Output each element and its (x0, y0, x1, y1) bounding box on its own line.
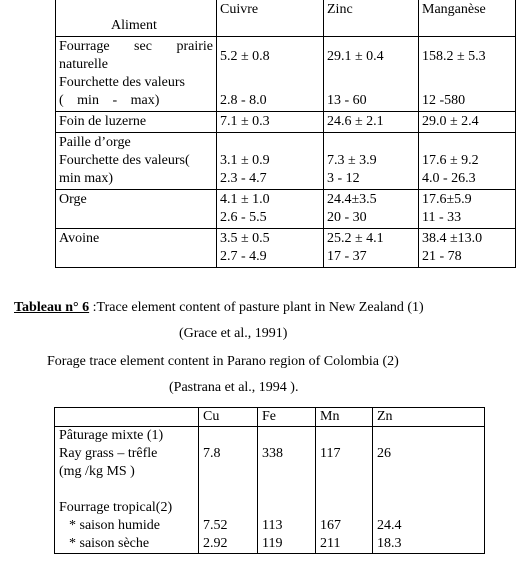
fe-value (262, 463, 311, 481)
manganese-mean: 158.2 ± 5.3 (422, 49, 486, 64)
table-caption-line1 (14, 300, 424, 316)
cu-value (203, 463, 253, 481)
fe-value (262, 499, 311, 517)
mn-value: 211 (320, 536, 341, 551)
zinc-cell (324, 190, 419, 229)
cuivre-cell (217, 133, 324, 190)
cuivre-range: 2.6 - 5.5 (220, 210, 267, 225)
zn-value (377, 481, 480, 499)
cu-value (203, 499, 253, 517)
zinc-range: 13 - 60 (327, 93, 367, 108)
manganese-range: 12 -580 (422, 93, 466, 108)
mn-value (320, 499, 368, 517)
cu-value: 7.8 (203, 446, 221, 461)
cuivre-mean: 7.1 ± 0.3 (217, 112, 324, 133)
forage-label (59, 481, 194, 499)
header-zn: Zn (373, 408, 485, 427)
cu-value (203, 427, 253, 445)
forage-label: Fourrage tropical(2) (59, 500, 173, 515)
fe-value (262, 481, 311, 499)
forage-label: * saison humide (69, 518, 160, 533)
header-cuivre: Cuivre (217, 0, 324, 37)
manganese-mean: 17.6 ± 9.2 (422, 153, 479, 168)
header-zinc: Zinc (324, 0, 419, 37)
manganese-cell (419, 37, 516, 112)
manganese-mean: 38.4 ±13.0 (422, 231, 483, 246)
table-header-row (55, 408, 485, 427)
fe-value: 113 (262, 518, 283, 533)
aliment-line: Fourrage sec prairie (59, 39, 213, 54)
zn-value: 26 (377, 446, 391, 461)
aliment-cell (56, 37, 217, 112)
zinc-cell (324, 37, 419, 112)
cuivre-cell (217, 229, 324, 268)
mn-value (320, 427, 368, 445)
header-aliment: Aliment (111, 18, 157, 33)
manganese-range: 21 - 78 (422, 249, 462, 264)
cuivre-mean: 3.1 ± 0.9 (220, 153, 270, 168)
table-row (55, 427, 485, 554)
manganese-cell (419, 133, 516, 190)
cu-value: 2.92 (203, 536, 228, 551)
table-header-row (56, 0, 516, 37)
caption-citation-2: (Pastrana et al., 1994 ). (169, 380, 299, 395)
fe-value: 119 (262, 536, 283, 551)
cu-value: 7.52 (203, 518, 228, 533)
caption-line3: Forage trace element content in Parano region of Colombia (2) (47, 354, 399, 369)
cuivre-range: 2.8 - 8.0 (220, 93, 267, 108)
zn-value: 24.4 (377, 518, 402, 533)
cuivre-cell (217, 37, 324, 112)
zinc-range: 20 - 30 (327, 210, 367, 225)
header-fe: Fe (258, 408, 316, 427)
manganese-cell (419, 190, 516, 229)
cuivre-range: 2.3 - 4.7 (220, 171, 267, 186)
zn-value: 18.3 (377, 536, 402, 551)
zn-value (377, 463, 480, 481)
forage-label: (mg /kg MS ) (59, 464, 135, 479)
zinc-mean: 29.1 ± 0.4 (327, 49, 384, 64)
fe-value (262, 427, 311, 445)
table-number-label: Tableau n° 6 (14, 300, 90, 315)
mn-value: 117 (320, 446, 341, 461)
zn-value (377, 427, 480, 445)
zinc-range: 17 - 37 (327, 249, 367, 264)
fe-value: 338 (262, 446, 283, 461)
zinc-cell (324, 229, 419, 268)
zinc-cell (324, 133, 419, 190)
trace-element-table-feeds (55, 0, 516, 268)
table-row (56, 37, 516, 112)
mn-cell (316, 427, 373, 554)
zinc-mean: 24.4±3.5 (327, 192, 377, 207)
aliment-line: Paille d’orge (59, 135, 131, 150)
manganese-range: 11 - 33 (422, 210, 462, 225)
mn-value (320, 481, 368, 499)
cuivre-mean: 4.1 ± 1.0 (220, 192, 270, 207)
table-row (56, 133, 516, 190)
table-row (56, 190, 516, 229)
zinc-range: 3 - 12 (327, 171, 360, 186)
zn-value (377, 499, 480, 517)
zinc-mean: 7.3 ± 3.9 (327, 153, 377, 168)
aliment-line: Orge (56, 190, 217, 229)
forage-label-cell (55, 427, 199, 554)
manganese-mean: 29.0 ± 2.4 (419, 112, 516, 133)
header-cu: Cu (199, 408, 258, 427)
aliment-line: ( min - max) (59, 93, 160, 108)
aliment-line: Fourchette des valeurs( (59, 153, 190, 168)
aliment-line: min max) (59, 171, 114, 186)
forage-label: Pâturage mixte (1) (59, 428, 164, 443)
mn-value (320, 463, 368, 481)
forage-label: Ray grass – trêfle (59, 446, 158, 461)
caption-text: :Trace element content of pasture plant in New Zealand (1) (89, 300, 424, 315)
header-blank (55, 408, 199, 427)
caption-citation-1: (Grace et al., 1991) (179, 326, 288, 341)
manganese-range: 4.0 - 26.3 (422, 171, 476, 186)
header-mn: Mn (316, 408, 373, 427)
aliment-line: Foin de luzerne (56, 112, 217, 133)
header-manganese: Manganèse (419, 0, 516, 37)
forage-label: * saison sèche (69, 536, 150, 551)
header-aliment-cell (56, 0, 217, 37)
mn-value: 167 (320, 518, 341, 533)
cu-value (203, 481, 253, 499)
fe-cell (258, 427, 316, 554)
zinc-mean: 24.6 ± 2.1 (324, 112, 419, 133)
aliment-line: naturelle (59, 57, 108, 72)
aliment-line: Avoine (56, 229, 217, 268)
cuivre-range: 2.7 - 4.9 (220, 249, 267, 264)
trace-element-table-forage (54, 407, 485, 554)
zinc-mean: 25.2 ± 4.1 (327, 231, 384, 246)
manganese-cell (419, 229, 516, 268)
zn-cell (373, 427, 485, 554)
cuivre-mean: 5.2 ± 0.8 (220, 49, 270, 64)
manganese-mean: 17.6±5.9 (422, 192, 472, 207)
cuivre-mean: 3.5 ± 0.5 (220, 231, 270, 246)
cuivre-cell (217, 190, 324, 229)
aliment-line: Fourchette des valeurs (59, 75, 185, 90)
aliment-cell (56, 133, 217, 190)
table-row (56, 229, 516, 268)
table-row (56, 112, 516, 133)
cu-cell (199, 427, 258, 554)
